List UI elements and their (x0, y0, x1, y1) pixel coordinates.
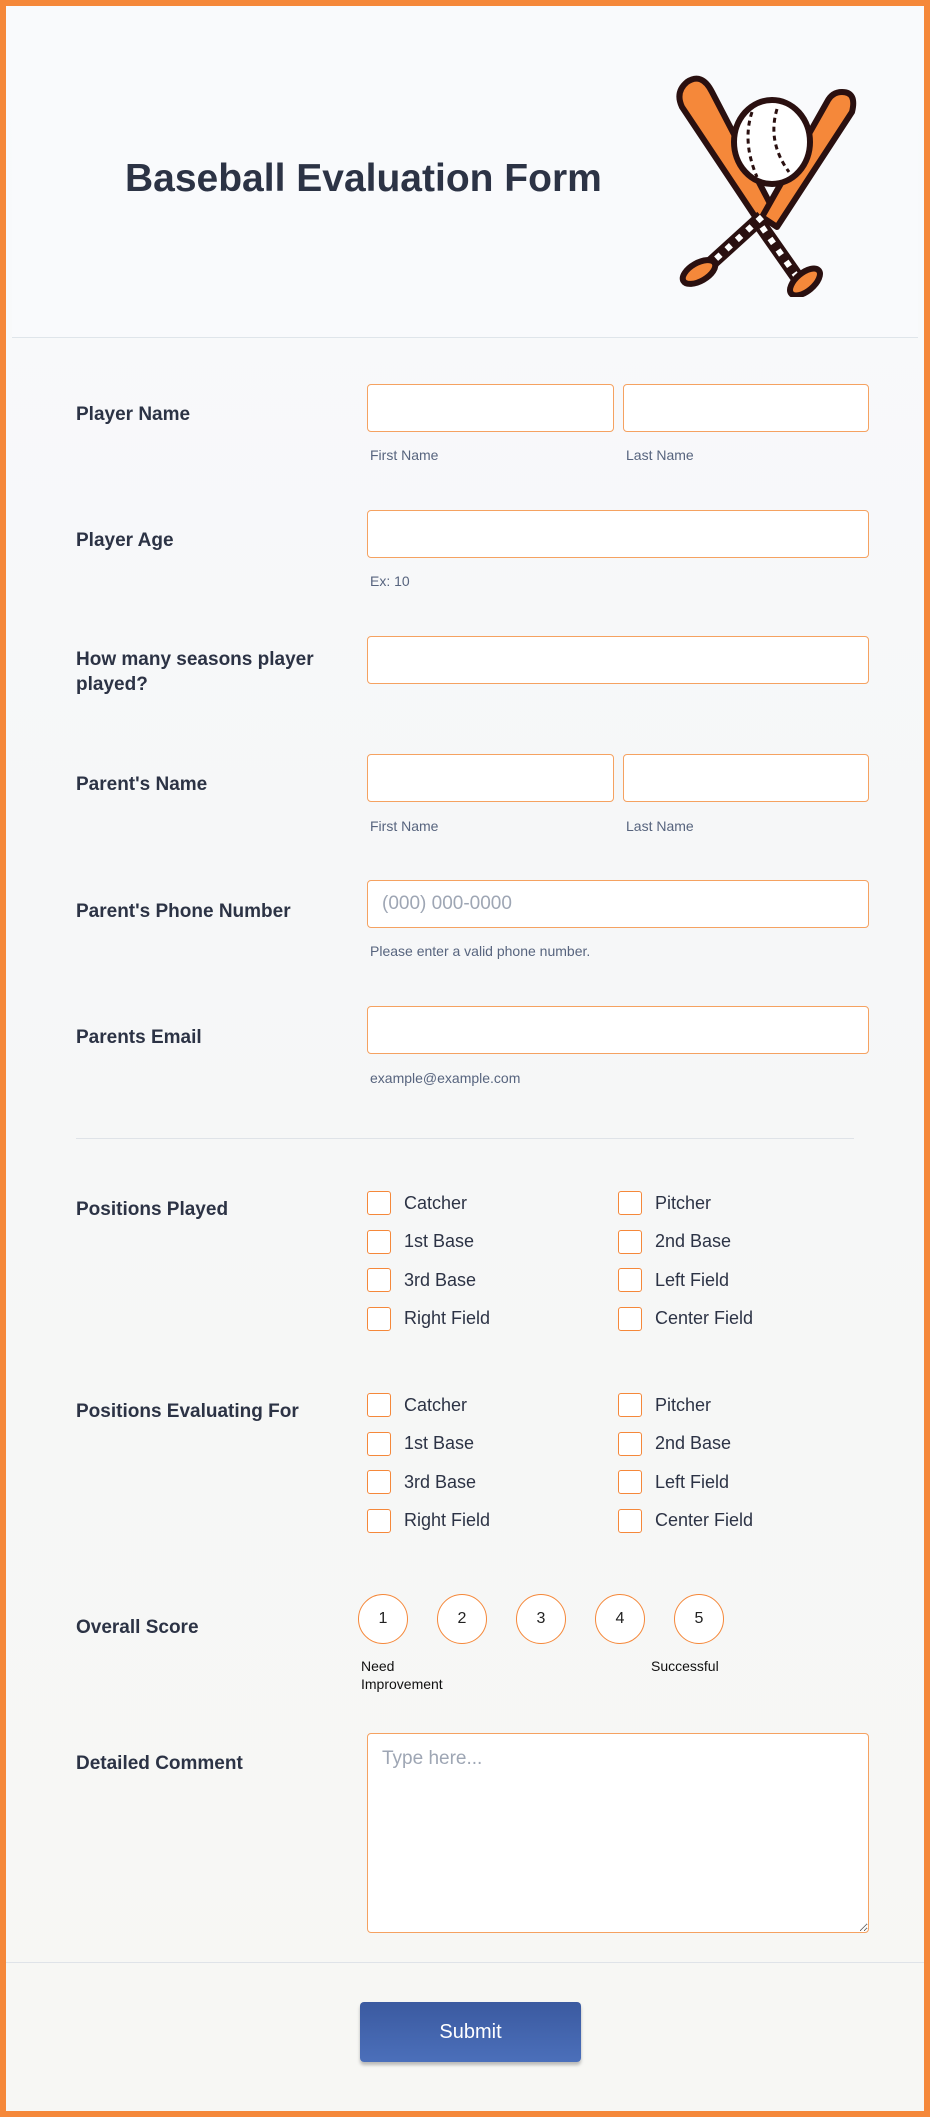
parent-last-sublabel: Last Name (626, 818, 694, 834)
email-input[interactable] (367, 1006, 869, 1054)
checkbox-icon[interactable] (618, 1268, 642, 1292)
checkbox-label: 3rd Base (404, 1269, 477, 1290)
checkbox-label: 2nd Base (655, 1433, 732, 1453)
checkbox-label: 3rd Base (404, 1471, 477, 1492)
checkbox-option[interactable] (618, 1191, 711, 1215)
checkbox-option[interactable] (618, 1393, 711, 1417)
checkbox-label: Left Field (655, 1471, 730, 1492)
checkbox-label: 1st Base (404, 1433, 475, 1453)
player-age-label: Player Age (76, 530, 174, 551)
checkbox-icon[interactable] (367, 1470, 391, 1494)
checkbox-option[interactable] (367, 1191, 467, 1215)
phone-hint: Please enter a valid phone number. (370, 943, 591, 959)
form-title: Baseball Evaluation Form (125, 157, 602, 200)
score-low-label: Need Improvement (361, 1658, 443, 1692)
player-age-input[interactable] (367, 510, 869, 558)
email-hint: example@example.com (370, 1070, 521, 1086)
checkbox-icon[interactable] (367, 1268, 391, 1292)
checkbox-option[interactable] (618, 1230, 731, 1254)
score-high-label: Successful (651, 1658, 719, 1674)
positions-played-label: Positions Played (76, 1199, 229, 1220)
checkbox-label: Right Field (404, 1510, 491, 1530)
checkbox-option[interactable] (618, 1470, 729, 1494)
checkbox-icon[interactable] (367, 1307, 391, 1331)
checkbox-option[interactable] (618, 1432, 731, 1456)
checkbox-option[interactable] (367, 1393, 467, 1417)
checkbox-label: Right Field (404, 1308, 491, 1328)
checkbox-label: Pitcher (655, 1192, 712, 1213)
phone-label: Parent's Phone Number (76, 901, 291, 922)
score-option-4[interactable]: 4 (595, 1594, 645, 1644)
checkbox-option[interactable] (367, 1509, 490, 1533)
score-option-5[interactable]: 5 (674, 1594, 724, 1644)
section-divider (76, 1138, 854, 1139)
checkbox-label: Left Field (655, 1269, 730, 1290)
checkbox-icon[interactable] (367, 1509, 391, 1533)
checkbox-icon[interactable] (618, 1393, 642, 1417)
checkbox-icon[interactable] (618, 1509, 642, 1533)
seasons-input[interactable] (367, 636, 869, 684)
footer-divider (6, 1962, 924, 1963)
parent-name-label: Parent's Name (76, 774, 208, 795)
parent-last-name-input[interactable] (623, 754, 869, 802)
checkbox-icon[interactable] (367, 1191, 391, 1215)
checkbox-option[interactable] (367, 1432, 474, 1456)
checkbox-icon[interactable] (618, 1307, 642, 1331)
seasons-label: How many seasons player played? (76, 649, 314, 695)
checkbox-label: Catcher (404, 1192, 468, 1213)
checkbox-icon[interactable] (367, 1230, 391, 1254)
checkbox-option[interactable] (618, 1509, 753, 1533)
checkbox-label: Center Field (655, 1308, 754, 1328)
player-last-name-input[interactable] (623, 384, 869, 432)
email-label: Parents Email (76, 1027, 202, 1048)
checkbox-icon[interactable] (618, 1191, 642, 1215)
player-name-label: Player Name (76, 404, 191, 425)
parent-first-sublabel: First Name (370, 818, 439, 834)
parent-first-name-input[interactable] (367, 754, 614, 802)
checkbox-option[interactable] (367, 1307, 490, 1331)
checkbox-option[interactable] (618, 1307, 753, 1331)
form-header (12, 12, 918, 338)
checkbox-label: 1st Base (404, 1231, 475, 1251)
checkbox-option[interactable] (618, 1268, 729, 1292)
checkbox-icon[interactable] (367, 1393, 391, 1417)
overall-score-label: Overall Score (76, 1617, 199, 1638)
comment-label: Detailed Comment (76, 1753, 243, 1774)
checkbox-label: Pitcher (655, 1394, 712, 1415)
player-first-name-input[interactable] (367, 384, 614, 432)
comment-textarea[interactable] (367, 1733, 869, 1933)
checkbox-icon[interactable] (618, 1432, 642, 1456)
first-name-sublabel: First Name (370, 447, 439, 463)
checkbox-option[interactable] (367, 1230, 474, 1254)
checkbox-label: Center Field (655, 1510, 754, 1530)
checkbox-option[interactable] (367, 1268, 476, 1292)
checkbox-label: Catcher (404, 1394, 468, 1415)
score-option-2[interactable]: 2 (437, 1594, 487, 1644)
score-option-1[interactable]: 1 (358, 1594, 408, 1644)
checkbox-icon[interactable] (618, 1230, 642, 1254)
checkbox-icon[interactable] (618, 1470, 642, 1494)
last-name-sublabel: Last Name (626, 447, 694, 463)
baseball-bats-icon (667, 67, 867, 297)
positions-eval-label: Positions Evaluating For (76, 1401, 299, 1422)
checkbox-option[interactable] (367, 1470, 476, 1494)
submit-button[interactable]: Submit (360, 2002, 581, 2062)
player-age-hint: Ex: 10 (370, 573, 410, 589)
checkbox-icon[interactable] (367, 1432, 391, 1456)
score-option-3[interactable]: 3 (516, 1594, 566, 1644)
phone-input[interactable]: (000) 000-0000 (367, 880, 869, 928)
checkbox-label: 2nd Base (655, 1231, 732, 1251)
